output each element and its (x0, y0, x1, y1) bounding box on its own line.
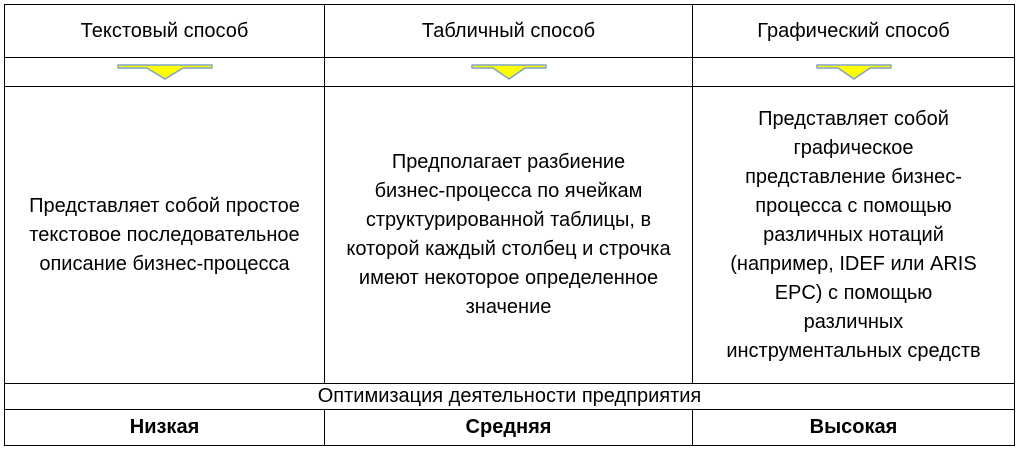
down-arrow-icon (471, 64, 547, 80)
graphic-method-description: Представляет собой графическое представление бизнес- процесса с помощью различных нотаций (например, IDEF или ARIS EPC) с помощью различных инструментальных средств (726, 107, 981, 362)
arrow-cell-1 (5, 58, 325, 87)
down-arrow-icon (117, 64, 213, 80)
table-method-description: Предполагает разбиение бизнес-процесса по ячейкам структурированной таблицы, в которой каждый столбец и строчка имеют некоторое определенное значение (346, 151, 671, 318)
description-cell-3 (693, 87, 1015, 384)
methods-comparison-table (4, 4, 1015, 446)
optimization-row (5, 384, 1015, 410)
level-high: Высокая (693, 410, 1015, 446)
header-table-method: Табличный способ (325, 5, 693, 58)
level-low: Низкая (5, 410, 325, 446)
header-text-method: Текстовый способ (5, 5, 325, 58)
arrow-row (5, 58, 1015, 87)
text-method-description: Представляет собой простое текстовое последовательное описание бизнес-процесса (29, 194, 300, 275)
description-cell-2 (325, 87, 693, 384)
level-medium: Средняя (325, 410, 693, 446)
description-cell-1 (5, 87, 325, 384)
down-arrow-icon (816, 64, 892, 80)
arrow-cell-3 (693, 58, 1015, 87)
header-row (5, 5, 1015, 58)
optimization-label: Оптимизация деятельности предприятия (5, 384, 1015, 410)
level-row (5, 410, 1015, 446)
description-row (5, 87, 1015, 384)
arrow-cell-2 (325, 58, 693, 87)
comparison-grid (4, 4, 1015, 446)
header-graphic-method: Графический способ (693, 5, 1015, 58)
